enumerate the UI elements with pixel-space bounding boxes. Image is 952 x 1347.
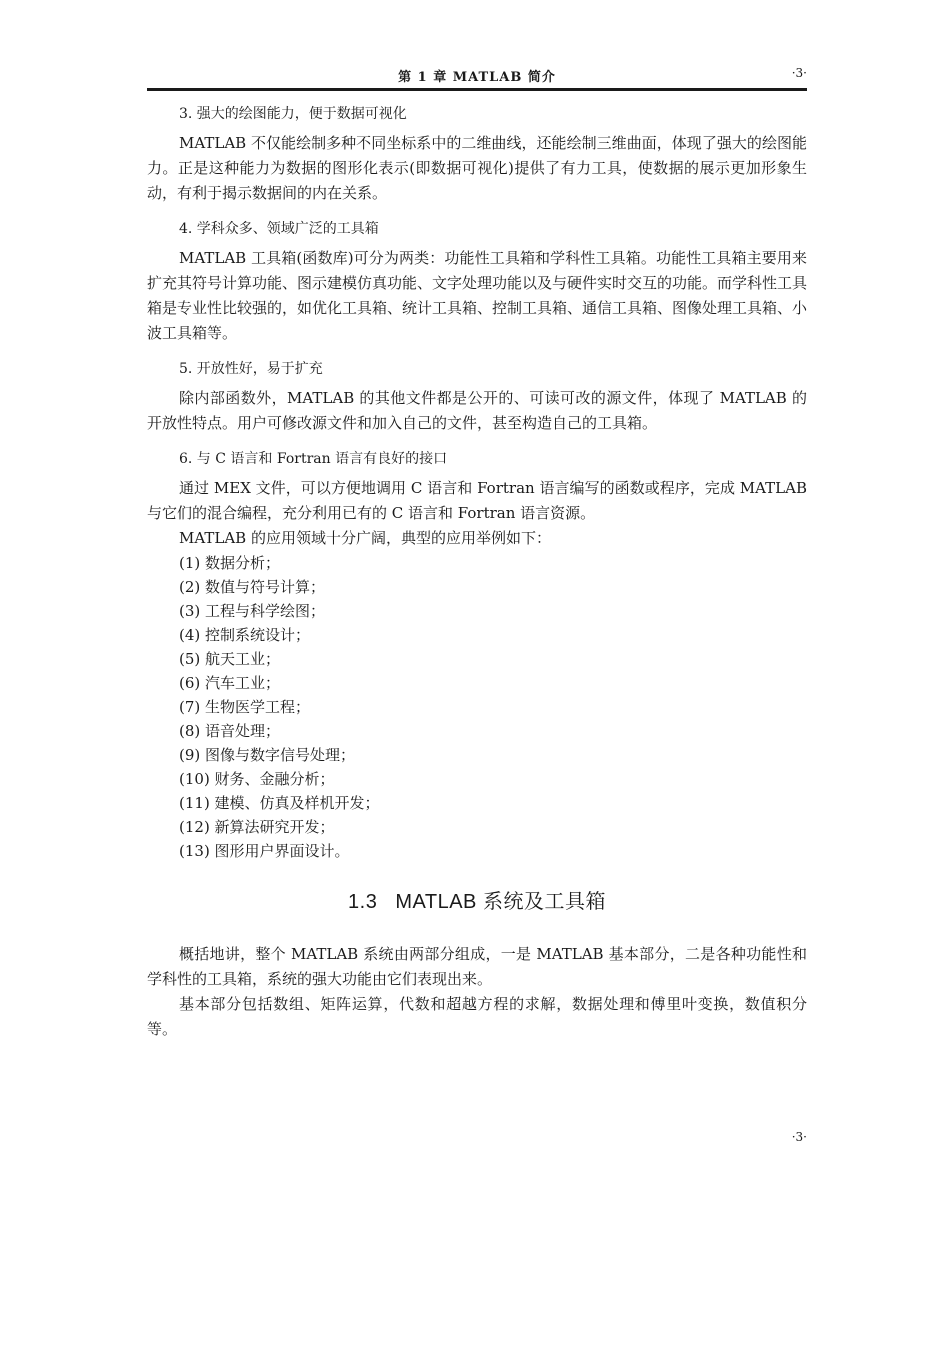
subheading-3: 3. 强大的绘图能力，便于数据可视化 — [179, 106, 407, 122]
list-item: (9) 图像与数字信号处理； — [179, 746, 356, 764]
list-item: (7) 生物医学工程； — [179, 698, 311, 716]
paragraph-openness: 除内部函数外，MATLAB 的其他文件都是公开的、可读可改的源文件，体现了 MATLAB 的开放性特点。用户可修改源文件和加入自己的文件，甚至构造自己的工具箱。 — [147, 389, 807, 432]
list-item: (10) 财务、金融分析； — [179, 770, 335, 788]
chapter-title: 第 1 章 MATLAB 简介 — [398, 70, 556, 85]
header-page-number: ·3· — [791, 66, 807, 80]
document-page — [147, 60, 808, 1144]
list-item: (6) 汽车工业； — [179, 674, 281, 692]
section-heading — [147, 885, 807, 914]
header-rule — [147, 88, 807, 91]
list-item: (3) 工程与科学绘图； — [179, 602, 326, 620]
paragraph-toolboxes: MATLAB 工具箱(函数库)可分为两类：功能性工具箱和学科性工具箱。功能性工具箱主要用来扩充其符号计算功能、图示建模仿真功能、文字处理功能以及与硬件实时交互的功能。而学科性工具箱是专业性比较强的，如优化工具箱、统计工具箱、控制工具箱、通信工具箱、图像处理工具箱、小波工具箱等。 — [147, 249, 808, 342]
paragraph-plotting: MATLAB 不仅能绘制多种不同坐标系中的二维曲线，还能绘制三维曲面，体现了强大的绘图能力。正是这种能力为数据的图形化表示(即数据可视化)提供了有力工具，使数据的展示更加形象生动，有利于揭示数据间的内在关系。 — [147, 134, 807, 202]
subheading-5: 5. 开放性好，易于扩充 — [179, 361, 323, 377]
subheading-6: 6. 与 C 语言和 Fortran 语言有良好的接口 — [179, 451, 448, 467]
list-item: (2) 数值与符号计算； — [179, 578, 326, 596]
section-title: MATLAB 系统及工具箱 — [395, 891, 606, 913]
list-item: (1) 数据分析； — [179, 554, 281, 572]
list-item: (12) 新算法研究开发； — [179, 818, 335, 836]
paragraph-applications-intro: MATLAB 的应用领域十分广阔，典型的应用举例如下： — [179, 529, 551, 547]
list-item: (13) 图形用户界面设计。 — [179, 842, 350, 860]
list-item: (8) 语音处理； — [179, 722, 281, 740]
paragraph-interface: 通过 MEX 文件，可以方便地调用 C 语言和 Fortran 语言编写的函数或程序，完成 MATLAB 与它们的混合编程，充分利用已有的 C 语言和 Fortran 语言资源。 — [147, 479, 807, 522]
subheading-4: 4. 学科众多、领域广泛的工具箱 — [179, 221, 379, 237]
list-item: (11) 建模、仿真及样机开发； — [179, 794, 380, 812]
section-number: 1.3 — [348, 891, 378, 913]
list-item: (4) 控制系统设计； — [179, 626, 311, 644]
footer-page-number: ·3· — [791, 1130, 807, 1144]
paragraph-system-overview: 概括地讲，整个 MATLAB 系统由两部分组成，一是 MATLAB 基本部分，二是各种功能性和学科性的工具箱，系统的强大功能由它们表现出来。 — [147, 945, 807, 988]
list-item: (5) 航天工业； — [179, 650, 281, 668]
paragraph-basic-part: 基本部分包括数组、矩阵运算，代数和超越方程的求解，数据处理和傅里叶变换，数值积分等。 — [147, 995, 807, 1038]
running-header — [147, 60, 807, 86]
applications-list — [179, 551, 807, 863]
